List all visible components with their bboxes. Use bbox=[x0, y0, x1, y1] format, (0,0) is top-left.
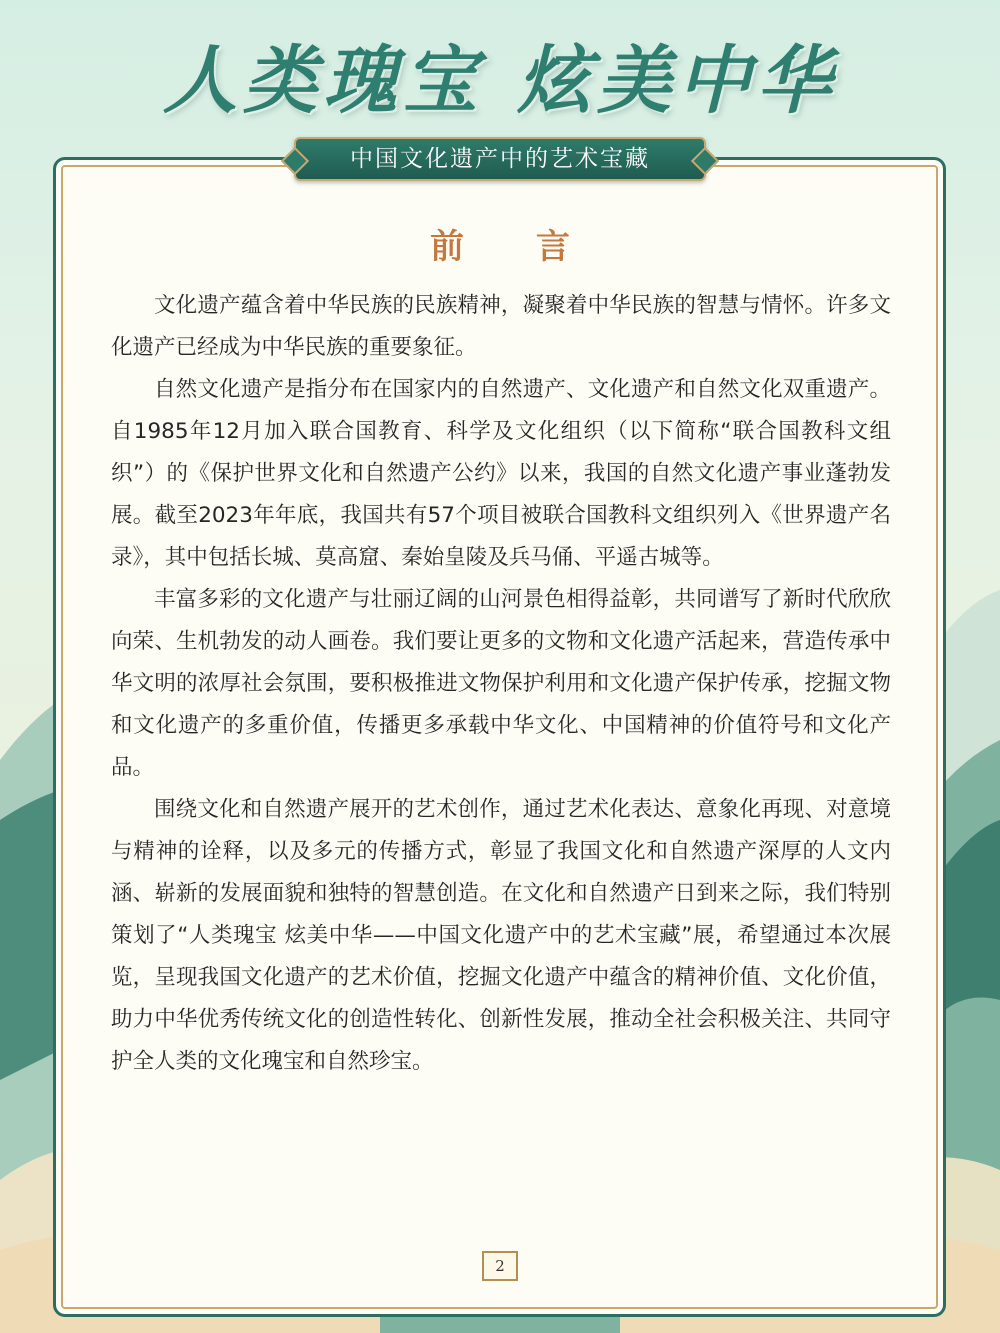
page-number: 2 bbox=[482, 1251, 518, 1281]
title-part-1: 人类瑰宝 bbox=[163, 38, 483, 124]
subtitle-banner: 中国文化遗产中的艺术宝藏 bbox=[294, 137, 706, 181]
paragraph: 文化遗产蕴含着中华民族的民族精神，凝聚着中华民族的智慧与情怀。许多文化遗产已经成为中华民族的重要象征。 bbox=[111, 293, 891, 360]
exhibition-title bbox=[0, 22, 1000, 128]
section-heading: 前 言 bbox=[430, 227, 600, 267]
title-part-2: 炫美中华 bbox=[517, 38, 837, 124]
preface-body bbox=[111, 285, 891, 1083]
paragraph: 自然文化遗产是指分布在国家内的自然遗产、文化遗产和自然文化双重遗产。自1985年12月加入联合国教育、科学及文化组织（以下简称“联合国教科文组织”）的《保护世界文化和自然遗产公约》以来，我国的自然文化遗产事业蓬勃发展。截至2023年年底，我国共有57个项目被联合国教科文组织列入《世界遗产名录》，其中包括长城、莫高窟、秦始皇陵及兵马俑、平遥古城等。 bbox=[111, 377, 891, 570]
paragraph: 丰富多彩的文化遗产与壮丽辽阔的山河景色相得益彰，共同谱写了新时代欣欣向荣、生机勃发的动人画卷。我们要让更多的文物和文化遗产活起来，营造传承中华文明的浓厚社会氛围，要积极推进文物保护利用和文化遗产保护传承，挖掘文物和文化遗产的多重价值，传播更多承载中华文化、中国精神的价值符号和文化产品。 bbox=[111, 587, 891, 780]
paragraph: 围绕文化和自然遗产展开的艺术创作，通过艺术化表达、意象化再现、对意境与精神的诠释，以及多元的传播方式，彰显了我国文化和自然遗产深厚的人文内涵、崭新的发展面貌和独特的智慧创造。在文化和自然遗产日到来之际，我们特别策划了“人类瑰宝 炫美中华——中国文化遗产中的艺术宝藏”展，希望通过本次展览，呈现我国文化遗产的艺术价值，挖掘文化遗产中蕴含的精神价值、文化价值，助力中华优秀传统文化的创造性转化、创新性发展，推动全社会积极关注、共同守护全人类的文化瑰宝和自然珍宝。 bbox=[111, 797, 891, 1074]
